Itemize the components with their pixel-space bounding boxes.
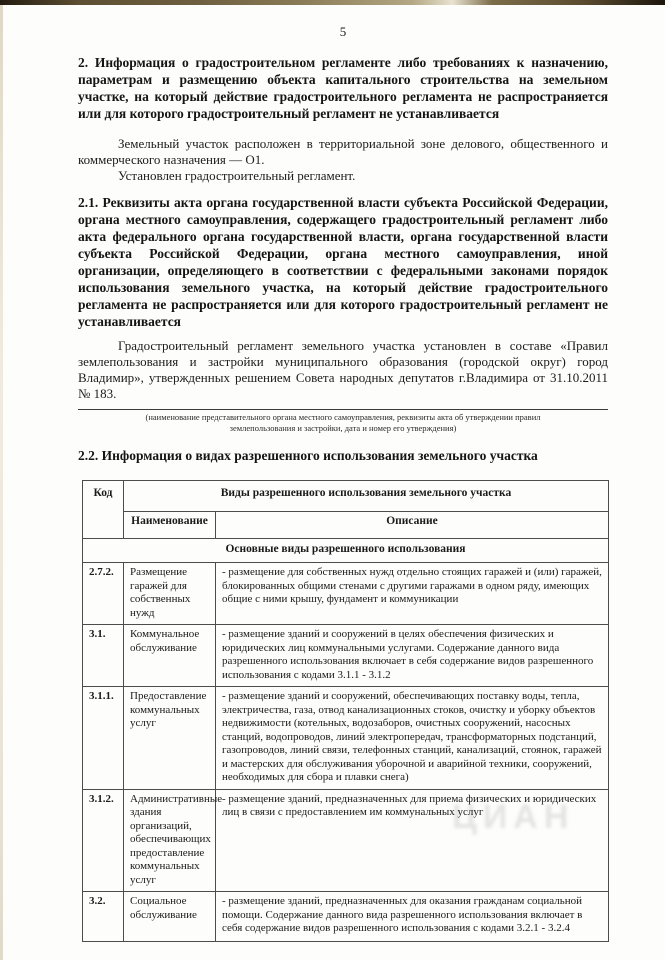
table-header-row-1 [83, 481, 609, 512]
table-header-name: Наименование [124, 512, 216, 539]
signature-rule [78, 409, 608, 410]
row-description: - размещение для собственных нужд отдельно стоящих гаражей и (или) гаражей, блокированных общими стенами с другими гаражами в одном ряду, имеющих общие с ними крышу, фундамент и коммуникации [216, 563, 609, 625]
section-2-2-heading: 2.2. Информация о видах разрешенного использования земельного участка [78, 448, 538, 463]
row-name: Предоставление коммунальных услуг [124, 687, 216, 790]
row-code: 2.7.2. [83, 563, 124, 625]
section-2-paragraph-zone: Земельный участок расположен в территориальной зоне делового, общественного и коммерческого назначения — О1. [78, 136, 608, 167]
section-2-paragraph-reglament: Установлен градостроительный регламент. [118, 168, 356, 183]
table-row-3-1-2 [83, 789, 609, 892]
table-section-row [83, 539, 609, 563]
table-row-3-1-1 [83, 687, 609, 790]
row-description: - размещение зданий и сооружений в целях обеспечения физических и юридических лиц коммунальными услугами. Содержание данного вида разрешенного использования включает в себя содержание видов разрешенного использования с кодами 3.1.1 - 3.1.2 [216, 625, 609, 687]
row-description: - размещение зданий, предназначенных для приема физических и юридических лиц в связи с предоставлением им коммунальных услуг [216, 789, 609, 892]
caption-line-1: (наименование представительного органа местного самоуправления, реквизиты акта об утверждении правил [145, 412, 541, 422]
caption-line-2: землепользования и застройки, дата и номер его утверждения) [229, 422, 457, 433]
section-2-1-paragraph: Градостроительный регламент земельного участка установлен в составе «Правил землепользования и застройки муниципального образования (городской округ) город Владимир», утвержденных решением Совета народных депутатов г.Владимира от 31.10.2011 № 183. [78, 338, 608, 401]
table-row-3-2 [83, 892, 609, 942]
section-2-1-heading: 2.1. Реквизиты акта органа государственной власти субъекта Российской Федерации, органа местного самоуправления, содержащего градостроительный регламент либо акта федерального органа государственной власти, органа государственной власти субъекта Российской Федерации, органа местного самоуправления, иной организации, определяющего в соответствии с федеральными законами порядок использования земельного участка, на который действие градостроительного регламента не распространяется или для которого градостроительный регламент не устанавливается [78, 195, 608, 329]
row-name: Социальное обслуживание [124, 892, 216, 942]
row-description: - размещение зданий и сооружений, обеспечивающих поставку воды, тепла, электричества, газа, отвод канализационных стоков, очистку и уборку объектов недвижимости (котельных, водозаборов, очистных сооружений, насосных станций, водопроводов, линий электропередач, трансформаторных подстанций, газопроводов, линий связи, телефонных станций, канализаций, стоянок, гаражей и мастерских для обслуживания уборочной и аварийной техники, сооружений, необходимых для сбора и плавки снега) [216, 687, 609, 790]
row-name: Коммунальное обслуживание [124, 625, 216, 687]
table-header-group: Виды разрешенного использования земельного участка [124, 481, 609, 512]
row-code: 3.1.2. [83, 789, 124, 892]
table-header-description: Описание [216, 512, 609, 539]
row-description: - размещение зданий, предназначенных для оказания гражданам социальной помощи. Содержание данного вида разрешенного использования включает в себя содержание видов разрешенного использования с кодами 3.2.1 - 3.2.4 [216, 892, 609, 942]
page-number: 5 [339, 24, 347, 39]
table-row-2-7-2 [83, 563, 609, 625]
row-code: 3.2. [83, 892, 124, 942]
row-code: 3.1.1. [83, 687, 124, 790]
row-code: 3.1. [83, 625, 124, 687]
table-section-label: Основные виды разрешенного использования [83, 539, 609, 563]
table-row-3-1 [83, 625, 609, 687]
caption-block [78, 412, 608, 433]
table-header-row-2 [83, 512, 609, 539]
table-header-code: Код [83, 481, 124, 539]
watermark: ЦИАН [452, 798, 575, 836]
row-name: Административные здания организаций, обеспечивающих предоставление коммунальных услуг [124, 789, 216, 892]
section-2-heading: 2. Информация о градостроительном регламенте либо требованиях к назначению, параметрам и размещению объекта капитального строительства на земельном участке, на который действие градостроительного регламента не распространяется или для которого градостроительный регламент не устанавливается [78, 55, 608, 121]
land-use-table [82, 480, 609, 942]
row-name: Размещение гаражей для собственных нужд [124, 563, 216, 625]
